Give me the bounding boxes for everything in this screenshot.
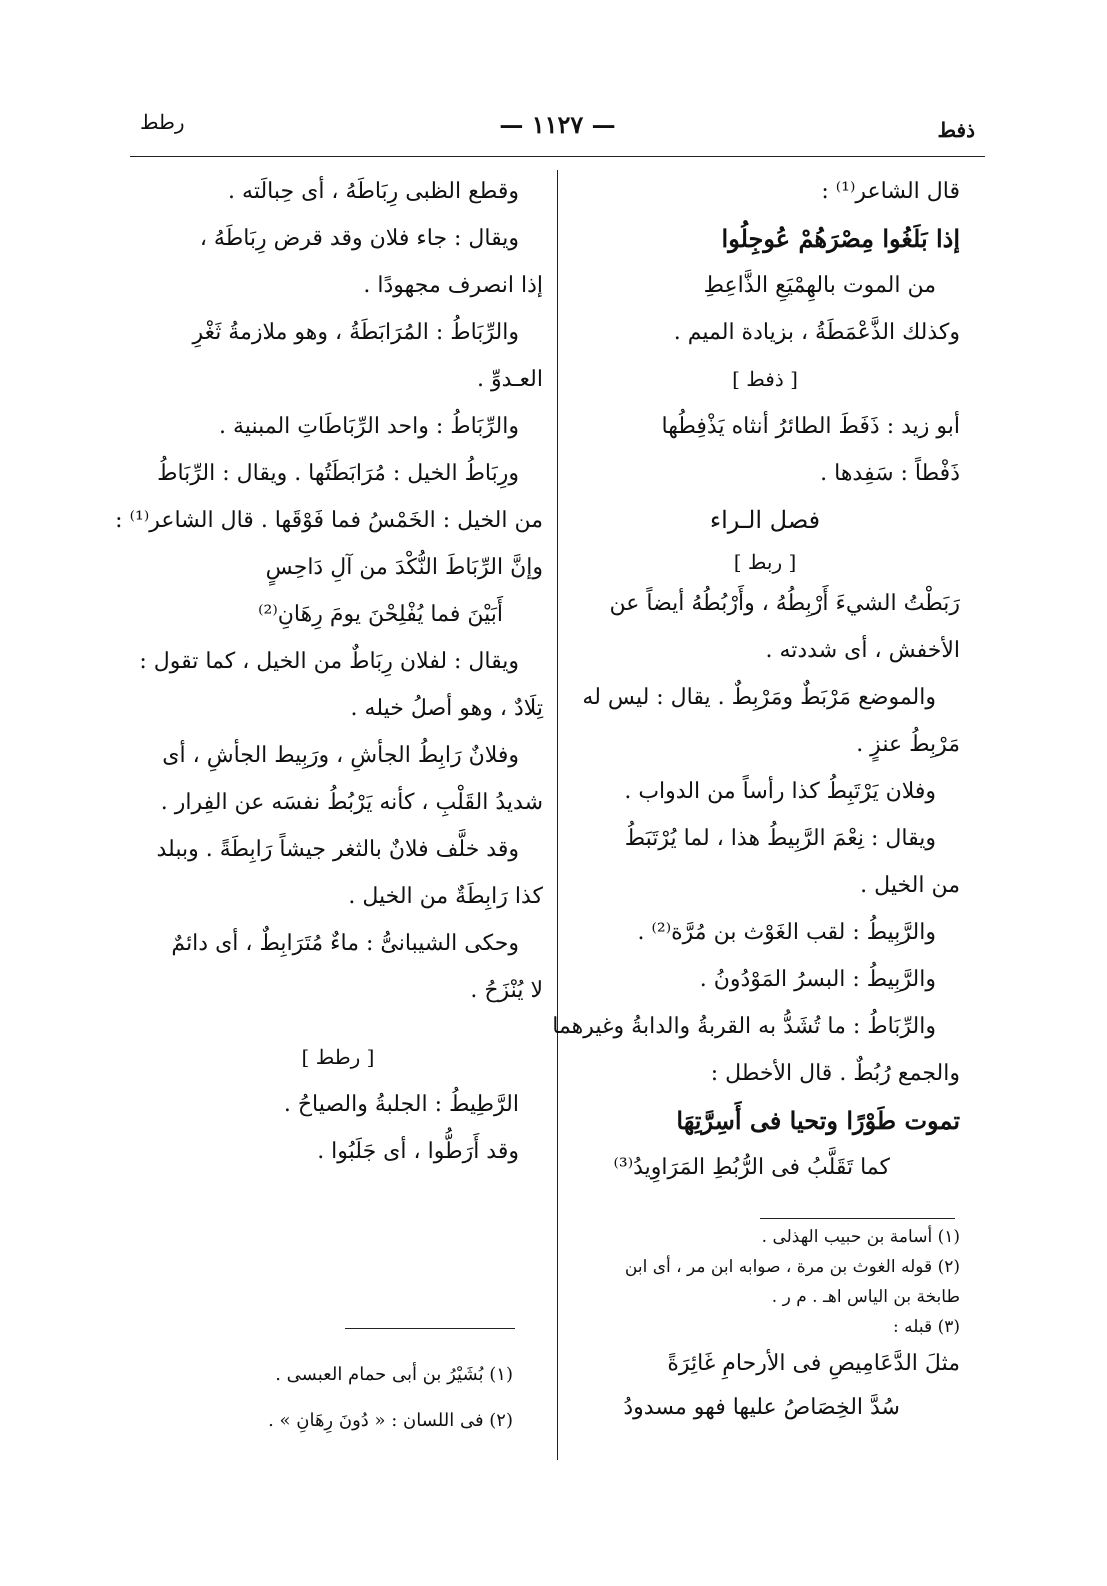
footnote-rule (345, 1328, 515, 1329)
text-line: ذَفْطاً : سَفِدها . (820, 461, 960, 486)
entry-heading: [ ربط ] (733, 550, 797, 574)
text-line: وقطع الظبى رِبَاطَهُ ، أى حِبالَته . (228, 179, 519, 204)
section-heading: فصل الـراء (709, 506, 821, 534)
verse-line: وإنَّ الرِّبَاطَ النُّكْدَ من آلِ دَاحِسٍ (265, 555, 543, 580)
text-line: والرَّبِيطُ : لقب الغَوْث بن مُرَّة⁽²⁾ . (637, 920, 936, 945)
left-footnotes (133, 1352, 513, 1444)
text-line: والرَّبِيطُ : البسرُ المَوْدُونُ . (699, 967, 936, 992)
text-line: وكذلك الذَّعْمَطَةُ ، بزيادة الميم . (673, 320, 960, 345)
text-line: وفلانٌ رَابِطُ الجأشِ ، ورَبِيط الجأشِ ، أى (162, 743, 519, 768)
verse-line: تموت طَوْرًا وتحيا فى أَسِرَّتِهَا (676, 1106, 960, 1135)
text-line: كذا رَابِطَةٌ من الخيل . (348, 884, 543, 909)
page-number: — ١١٢٧ — (499, 110, 616, 139)
text-line: رَبَطْتُ الشيءَ أَرْبِطُهُ ، وأَرْبُطُهُ أيضاً عن (609, 591, 960, 616)
header-entry-left: رطط (140, 110, 185, 134)
entry-heading: [ رطط ] (301, 1045, 375, 1069)
entry-heading: [ ذفط ] (732, 367, 798, 391)
footnote-line: (٢) قوله الغوث بن مرة ، صوابه ابن مر ، أى ابن (624, 1257, 960, 1277)
footnote-verse: سُدَّ الخِصَاصُ عليها فهو مسدودُ (623, 1395, 900, 1420)
text-line: ويقال : نِعْمَ الرَّبِيطُ هذا ، لما يُرْتَبَطُ (624, 826, 936, 851)
right-footnotes (570, 1222, 960, 1430)
right-column (552, 168, 960, 1191)
text-line: والرِّبَاطُ : واحد الرِّبَاطَاتِ المبنية . (219, 414, 519, 439)
text-line: العـدوِّ . (476, 367, 543, 392)
page-header (130, 110, 985, 150)
text-line: قال الشاعر⁽¹⁾ : (821, 179, 960, 204)
text-line: الرَّطِيطُ : الجلبةُ والصياحُ . (283, 1092, 519, 1117)
text-line: من الخيل : الخَمْسُ فما فَوْقَها . قال الشاعر⁽¹⁾ : (115, 508, 543, 533)
text-line: مَرْبِطُ عنزٍ . (856, 732, 960, 757)
text-line: أبو زيد : ذَفَطَ الطائرُ أنثاه يَذْفِطُها (661, 414, 960, 439)
text-line: ورِبَاطُ الخيل : مُرَابَطَتُها . ويقال : الرِّبَاطُ (157, 461, 519, 486)
text-line: لا يُنْزَحُ . (470, 978, 543, 1003)
text-line: والرِّبَاطُ : ما تُشَدُّ به القربةُ والدابةُ وغيرهما (552, 1014, 936, 1039)
text-line: وفلان يَرْتَبِطُ كذا رأساً من الدواب . (624, 779, 936, 804)
header-entry-right: ذفط (937, 118, 975, 142)
text-line: وقد أَرَطُّوا ، أى جَلَبُوا . (317, 1139, 519, 1164)
footnote-line: (١) أسامة بن حبيب الهذلى . (761, 1227, 960, 1247)
footnote-line: طابخة بن الياس اهـ . م ر . (771, 1287, 960, 1307)
verse-line: إذا بَلَغُوا مِصْرَهُمْ عُوجِلُوا (721, 224, 960, 253)
text-line: والجمع رُبُطٌ . قال الأخطل : (710, 1061, 960, 1086)
footnote-line: (١) بُشَيْرُ بن أبى حمام العبسى . (275, 1364, 513, 1385)
footnote-rule (760, 1218, 955, 1219)
text-line: من الخيل . (860, 873, 960, 898)
text-line: ويقال : لفلان رِبَاطٌ من الخيل ، كما تقول : (139, 649, 519, 674)
text-line: الأخفش ، أى شددته . (765, 638, 960, 663)
text-line: والموضع مَرْبَطٌ ومَرْبِطٌ . يقال : ليس له (582, 685, 936, 710)
left-column (115, 168, 543, 1175)
footnote-verse: مثلَ الدَّعَامِيصِ فى الأرحامِ غَائِرَةً (667, 1351, 960, 1376)
header-rule (130, 156, 985, 157)
verse-line: من الموت بالهِمْيَعِ الذَّاعِطِ (703, 273, 936, 298)
text-line: وحكى الشيبانىُّ : ماءٌ مُتَرَابِطٌ ، أى دائمٌ (171, 931, 519, 956)
text-line: شديدُ القَلْبِ ، كأنه يَرْبُطُ نفسَه عن الفِرار . (160, 790, 543, 815)
text-line: تِلَادٌ ، وهو أصلُ خيله . (350, 696, 543, 721)
column-divider (557, 170, 558, 1460)
verse-line: أَبَيْنَ فما يُفْلِحْنَ يومَ رِهَانِ⁽²⁾ (258, 602, 503, 627)
text-line: ويقال : جاء فلان وقد قرض رِبَاطَهُ ، (199, 226, 519, 251)
verse-line: كما تَقَلَّبُ فى الرُّبُطِ المَرَاوِيدُ⁽³⁾ (613, 1155, 890, 1180)
text-line: إذا انصرف مجهودًا . (363, 273, 543, 298)
text-line: وقد خلَّف فلانٌ بالثغر جيشاً رَابِطَةً . وببلد (156, 837, 519, 862)
text-line: والرِّبَاطُ : المُرَابَطَةُ ، وهو ملازمةُ ثَغْرِ (192, 320, 519, 345)
footnote-line: (٢) فى اللسان : « دُونَ رِهَانِ » . (268, 1410, 513, 1431)
footnote-line: (٣) قبله : (893, 1317, 960, 1337)
